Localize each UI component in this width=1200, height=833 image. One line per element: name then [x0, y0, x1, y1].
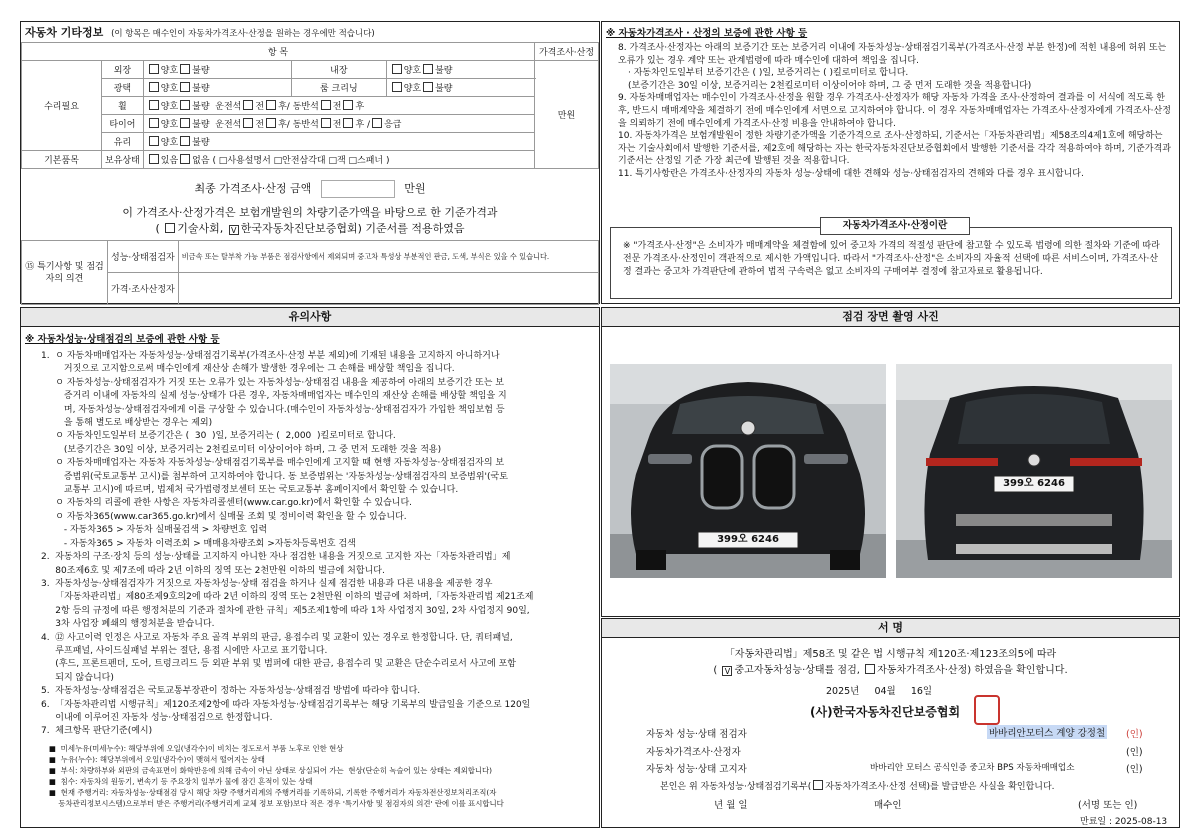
notifier-name: 바바리안 모터스 공식인증 중고차 BPS 자동차매매업소	[870, 763, 1075, 773]
special-label: ⑮ 특기사항 및 점검자의 의견	[22, 241, 108, 305]
signature-panel	[601, 618, 1180, 828]
special-sub1: 성능·상태점검자	[108, 241, 179, 273]
price-survey-checkbox[interactable]	[865, 664, 875, 674]
rear-license-plate: 399오 6246	[1003, 478, 1065, 489]
tire-driver-front-checkbox[interactable]	[243, 118, 253, 128]
notice-line: ㅇ 자동차의 리콜에 관한 사항은 자동차리콜센터(www.car.go.kr)에서 확인할 수 있습니다.	[41, 498, 413, 509]
room-bad-checkbox[interactable]	[423, 82, 433, 92]
exterior-bad-checkbox[interactable]	[180, 64, 190, 74]
tire-driver-rear-checkbox[interactable]	[266, 118, 276, 128]
org-stamp	[974, 695, 1000, 725]
tire-bad-checkbox[interactable]	[180, 118, 190, 128]
special-sub2-text	[178, 273, 598, 305]
rear-car-illustration	[896, 364, 1172, 578]
notice-line: 이내에 이루어진 자동차 성능·상태점검으로 한정합니다.	[41, 712, 273, 723]
notice-line: 을 통해 별도로 배상받는 경우는 제외)	[41, 418, 213, 429]
basic-label: 기본품목	[22, 151, 102, 169]
notice-line: 5. 자동차성능·상태점검은 국토교통부장관이 정하는 자동차성능·상태점검 방법에 따라야 합니다.	[41, 686, 421, 697]
buyer-signature[interactable]: (서명 또는 인)	[1078, 800, 1138, 811]
notice-line: 「자동차관리법」제80조제9호의2에 따라 2년 이하의 징역 또는 2천만원 이하의 벌금에 처하며,「자동차관리법 제21조제	[41, 592, 534, 603]
basis-line1: 이 가격조사·산정가격은 보험개발원의 차량기준가액을 바탕으로 한 기준가격과	[122, 206, 498, 219]
row-possession: 보유상태	[102, 151, 144, 169]
wheel-good-checkbox[interactable]	[149, 100, 159, 110]
criteria-line: ■ 부식: 차량하부와 외판의 금속표면이 화학반응에 의해 금속이 아닌 상태로 상실되어 가는 현상(단순히 녹슬어 있는 상태는 제외합니다)	[49, 766, 493, 775]
basis-line2: ( 기술사회, V 한국자동차진단보증협회) 기준서를 적용하였음	[21, 220, 599, 236]
notifier-label: 자동차 성능·상태 고지자	[646, 764, 747, 775]
notice-body	[41, 350, 596, 739]
inspector-seal: (인)	[1126, 729, 1143, 740]
inspector-name: 바바리안모터스 계양 강정철	[987, 725, 1107, 739]
tire-emergency-checkbox[interactable]	[372, 118, 382, 128]
wheel-driver-front-checkbox[interactable]	[243, 100, 253, 110]
notice-title: ※ 자동차성능·상태점검의 보증에 관한 사항 등	[25, 334, 220, 345]
buyer-date: 년 월 일	[714, 800, 748, 811]
criteria-line: ■ 미세누유(미세누수): 해당부위에 오일(냉각수)이 비치는 정도로서 부품 노후로 인한 현상	[49, 744, 344, 753]
notice-line: 2항 등의 규정에 따른 행정처분의 기준과 절차에 관한 규칙」제5조제1항에 따라 1차 사업정지 30일, 2차 사업정지 90일,	[41, 605, 530, 616]
glass-good-checkbox[interactable]	[149, 136, 159, 146]
notice-line: 증범위(국토교통부 고시)를 첨부하여 고지하여야 합니다. 동 보증범위는 '자동차성능·상태점검자의 보증범위'(국토	[41, 471, 508, 482]
interior-bad-checkbox[interactable]	[423, 64, 433, 74]
notice-line: (보증기간은 30일 이상, 보증거리는 2천킬로미터 이상이어야 하며, 그 중 먼저 도래한 것을 적용)	[41, 444, 442, 455]
buyer-label: 매수인	[874, 800, 902, 811]
org-name: (사)한국자동차진단보증협회	[810, 705, 961, 719]
notice-line: - 자동차365 > 자동차 이력조회 > 매매용차량조회 >자동차등록번호 검색	[41, 538, 356, 549]
possession-have-checkbox[interactable]	[149, 154, 159, 164]
photo-header: 점검 장면 촬영 사진	[602, 308, 1179, 327]
tire-passenger-rear-checkbox[interactable]	[343, 118, 353, 128]
interior-good-checkbox[interactable]	[392, 64, 402, 74]
notice-line: ㅇ 자동차매매업자는 자동차 자동차성능·상태점검기록부를 매수인에게 고지할 때 현행 자동차성능·상태점검자의 보	[41, 458, 505, 469]
notice-line: 7. 체크항목 판단기준(예시)	[41, 726, 153, 737]
gloss-bad-checkbox[interactable]	[180, 82, 190, 92]
notice-line: 1. ㅇ 자동차매매업자는 자동차성능·상태점검기록부(가격조사·산정 부분 제외)에 기재된 내용을 고지하지 아니하거나	[41, 351, 500, 361]
wheel-bad-checkbox[interactable]	[180, 100, 190, 110]
basic-items: ( □사용설명서 □안전삼각대 □잭 □스패너 )	[212, 156, 390, 166]
criteria-line: ■ 누유(누수): 해당부위에서 오일(냉각수)이 맺혀서 떨어지는 상태	[49, 755, 265, 764]
criteria-line: ■ 현재 주행거리: 자동차성능·상태점검 당시 해당 차량 주행거리계의 주행거리를 기록하되, 기록한 주행거리가 자동차전산정보처리조직(자	[49, 788, 497, 797]
front-license-plate: 399오 6246	[717, 534, 779, 545]
signature-header: 서 명	[602, 619, 1179, 638]
final-price-row: 최종 가격조사·산정 금액 만원	[21, 176, 599, 202]
notice-line: 4. ⑫ 사고이력 인정은 사고로 자동차 주요 골격 부위의 판금, 용접수리 및 교환이 있는 경우로 한정합니다. 단, 쿼터패널,	[41, 632, 513, 643]
criteria-line: 동차관리정보시스템)으로부터 받은 주행거리(주행거리계 교체 정보 포함)보다 적은 경우 '특기사항 및 점검자의 의견' 란에 이를 표시합니다	[49, 799, 504, 808]
notice-line: 되지 않습니다)	[41, 672, 114, 683]
notice-header: 유의사항	[21, 308, 599, 327]
price-surveyor-label: 자동차가격조사·산정자	[646, 747, 741, 758]
price-guarantee-title: ※ 자동차가격조사 · 산정의 보증에 관한 사항 등	[606, 28, 808, 39]
front-car-photo	[610, 364, 886, 578]
notice-line: 루프패널, 사이드실패널 부위는 절단, 용접 시에만 사고로 표기합니다.	[41, 645, 328, 656]
expiry-date: 만료일 : 2025-08-13	[1080, 817, 1168, 827]
kadg-checkbox[interactable]	[229, 225, 239, 235]
notice-line: 2. 자동차의 구조·장치 등의 성능·상태를 고지하지 아니한 자나 점검한 내용을 거짓으로 고지한 자는「자동차관리법」제	[41, 552, 511, 563]
notice-line: (후드, 프론트펜더, 도어, 트렁크리드 등 외판 부위 및 범퍼에 대한 판금, 용접수리 및 교환은 단순수리로서 사고에 포함	[41, 659, 516, 670]
criteria-body	[49, 743, 597, 809]
special-sub2: 가격·조사산정자	[108, 273, 179, 305]
row-exterior: 외장	[102, 61, 144, 79]
rear-car-photo	[896, 364, 1172, 578]
special-notes-table	[21, 240, 599, 305]
notice-line: ㅇ 자동차성능·상태점검자가 거짓 또는 오류가 있는 자동차성능·상태점검 내용을 제공하여 아래의 보증기간 또는 보	[41, 377, 504, 388]
notice-line: 거짓으로 고지함으로써 매수인에게 재산상 손해가 발생한 경우에는 그 손해를 배상할 책임을 집니다.	[41, 364, 455, 375]
final-price-input[interactable]	[321, 180, 395, 198]
notice-line: ㅇ 자동차365(www.car365.go.kr)에서 실매물 조회 및 정비이력 확인을 할 수 있습니다.	[41, 511, 407, 522]
used-car-inspection-checkbox[interactable]	[722, 666, 732, 676]
glass-bad-checkbox[interactable]	[180, 136, 190, 146]
row-tire: 타이어	[102, 115, 144, 133]
gloss-good-checkbox[interactable]	[149, 82, 159, 92]
price-unit: 만원	[535, 61, 599, 169]
exterior-good-checkbox[interactable]	[149, 64, 159, 74]
row-interior: 내장	[291, 61, 386, 79]
wheel-passenger-rear-checkbox[interactable]	[343, 100, 353, 110]
notice-line: 80조제6호 및 제7조에 따라 2년 이하의 징역 또는 2천만원 이하의 벌금에 처합니다.	[41, 565, 385, 576]
notifier-seal: (인)	[1126, 764, 1143, 775]
signature-confirm-line: ( V중고자동차성능·상태를 점검, 자동차가격조사·산정) 하였음을 확인합니다.	[602, 661, 1179, 676]
price-definition-title: 자동차가격조사·산정이란	[820, 217, 970, 235]
notice-line: 6. 「자동차관리법 시행규칙」제120조제2항에 따라 자동차성능·상태점검기록부는 해당 기록부의 발급일을 기준으로 120일	[41, 699, 531, 710]
row-wheel: 휠	[102, 97, 144, 115]
item-10: 10. 자동차가격은 보험개발원이 정한 차량기준가액을 기준가격으로 조사·산정하되, 기준서는「자동차관리법」제58조의4제1호에 해당하는 자는 기술사회에서 발행한 기준서를, 제2호에 해당하는 자는 한국자동차진단보증협회에서 발행한 기준서를 각각 적용하여야 하며, 기준가격과 기준서는 산정일 기준 가장 최근에 발행된 것을 적용합니다.	[618, 131, 1171, 167]
tire-good-checkbox[interactable]	[149, 118, 159, 128]
item-8: 8. 가격조사·산정자는 아래의 보증기간 또는 보증거리 이내에 자동차성능·상태점검기록부(가격조사·산정 부분 한정)에 적힌 내용에 허위 또는 오류가 있는 경우 계약 또는 관계법령에 따라 매수인에 대하여 책임을 집니다.	[618, 43, 1167, 66]
notice-line: 교통부 고시)에 따르며, 법제처 국가법령정보센터 또는 국토교통부 홈페이지에서 확인할 수 있습니다.	[41, 485, 459, 496]
buyer-price-checkbox[interactable]	[813, 780, 823, 790]
row-gloss: 광택	[102, 79, 144, 97]
notice-line: 증거리 이내에 자동차의 실제 성능·상태가 다른 경우, 자동차매매업자는 매수인의 재산상 손해를 배상할 책임을 지	[41, 391, 507, 402]
room-good-checkbox[interactable]	[392, 82, 402, 92]
item-11: 11. 특기사항란은 가격조사·산정자의 자동차 성능·상태에 대한 견해와 성능·상태점검자의 견해와 다를 경우 표시합니다.	[618, 168, 1084, 179]
notice-line: 3차 사업장 폐쇄의 행정처분을 받습니다.	[41, 619, 215, 630]
possession-none-checkbox[interactable]	[180, 154, 190, 164]
price-guarantee-items	[618, 42, 1174, 181]
wheel-driver-rear-checkbox[interactable]	[266, 100, 276, 110]
vehicle-info-table: 항 목 가격조사·산정 수리필요 외장 양호 불량 내장 양호 불량 만원 광택 양호 불량 룸 크리닝 양호 불량 휠 양호 불량 운전석 전 후/ 동반석 전 후 타이어 양호 불량 운전석 전 후/ 동반석 전 후 / 응급 유리 양호 불량 기본품목 보유상태 있음 없음 ( □사용설명서 □안전삼각대 □잭 □스패너 )	[21, 42, 599, 169]
price-definition-box: ※ "가격조사·산정"은 소비자가 매매계약을 체결함에 있어 중고차 가격의 적절성 판단에 참고할 수 있도록 법령에 의한 절차와 기준에 따라 전문 가격조사·산정인이 객관적으로 제시한 가액입니다. 따라서 "가격조사·산정"은 소비자의 자율적 선택에 따른 서비스이며, 가격조사·산정 결과는 중고차 가격판단에 관하여 법적 구속력은 없고 소비자의 구매여부 결정에 참고자료로 활용됩니다.	[610, 227, 1172, 299]
item-8b: · 자동차인도일부터 보증기간은 ( )일, 보증거리는 ( )킬로미터로 합니다.	[628, 68, 909, 79]
price-guarantee-panel	[601, 21, 1180, 304]
wheel-passenger-front-checkbox[interactable]	[321, 100, 331, 110]
notice-panel	[20, 307, 600, 828]
buyer-confirm-line: 본인은 위 자동차성능·상태점검기록부( 자동차가격조사·산정 선택)를 발급받은 사실을 확인합니다.	[660, 782, 1055, 792]
tire-passenger-front-checkbox[interactable]	[321, 118, 331, 128]
notice-line: 며, 자동차성능·상태점검자에게 이를 구상할 수 있습니다.(매수인이 자동차성능·상태점검자가 가입한 책임보험 등	[41, 404, 505, 415]
criteria-line: ■ 침수: 자동차의 원동기, 변속기 등 주요장치 일부가 물에 잠긴 흔적이 있는 상태	[49, 777, 313, 786]
repair-label: 수리필요	[22, 61, 102, 151]
notice-line: 3. 자동차성능·상태점검자가 거짓으로 자동차성능·상태 점검을 하거나 실제 점검한 내용과 다른 내용을 제공한 경우	[41, 578, 493, 589]
special-sub1-text: 비금속 또는 탈부착 가능 부품은 점검사항에서 제외되며 중고차 특성상 부분적인 판금, 도색, 부식은 있을 수 있습니다.	[178, 241, 598, 273]
section-title: 자동차 기타정보 (이 항목은 매수인이 자동차가격조사·산정을 원하는 경우에만 적습니다)	[25, 26, 375, 39]
tech-society-checkbox[interactable]	[165, 223, 175, 233]
vehicle-other-info-panel	[20, 21, 600, 304]
item-8c: (보증기간은 30일 이상, 보증거리는 2천킬로미터 이상이어야 하며, 그 중 먼저 도래한 것을 적용합니다)	[628, 80, 1032, 91]
row-glass: 유리	[102, 133, 144, 151]
photo-panel	[601, 307, 1180, 617]
signature-date: 2025년 04월 16일	[826, 686, 933, 697]
notice-line: ㅇ 자동차인도일부터 보증기간은 ( 30 )일, 보증거리는 ( 2,000 )킬로미터로 합니다.	[41, 431, 396, 442]
col-item-header: 항 목	[22, 43, 535, 61]
section-note: (이 항목은 매수인이 자동차가격조사·산정을 원하는 경우에만 적습니다)	[111, 29, 375, 39]
item-9: 9. 자동차매매업자는 매수인이 가격조사·산정을 원할 경우 가격조사·산정자가 해당 자동차 가격을 조사·산정하여 결과를 이 서식에 적도록 한 후, 반드시 매매계약을 체결하기 전에 매수인에게 서면으로 고지하여야 합니다. 이 경우 자동차매매업자는 가격조사·산정자에게 가격조사·산정을 의뢰하기 전에 매수인에게 가격조사·산정 비용을 안내하여야 합니다.	[618, 93, 1171, 129]
inspector-label: 자동차 성능·상태 점검자	[646, 729, 747, 740]
col-price-header: 가격조사·산정	[535, 43, 599, 61]
signature-law-line: 「자동차관리법」제58조 및 같은 법 시행규칙 제120조·제123조의5에 따라	[724, 649, 1057, 660]
notice-line: - 자동차365 > 자동차 실매물검색 > 차량번호 입력	[41, 525, 268, 536]
row-room: 룸 크리닝	[291, 79, 386, 97]
price-surveyor-seal: (인)	[1126, 747, 1143, 758]
